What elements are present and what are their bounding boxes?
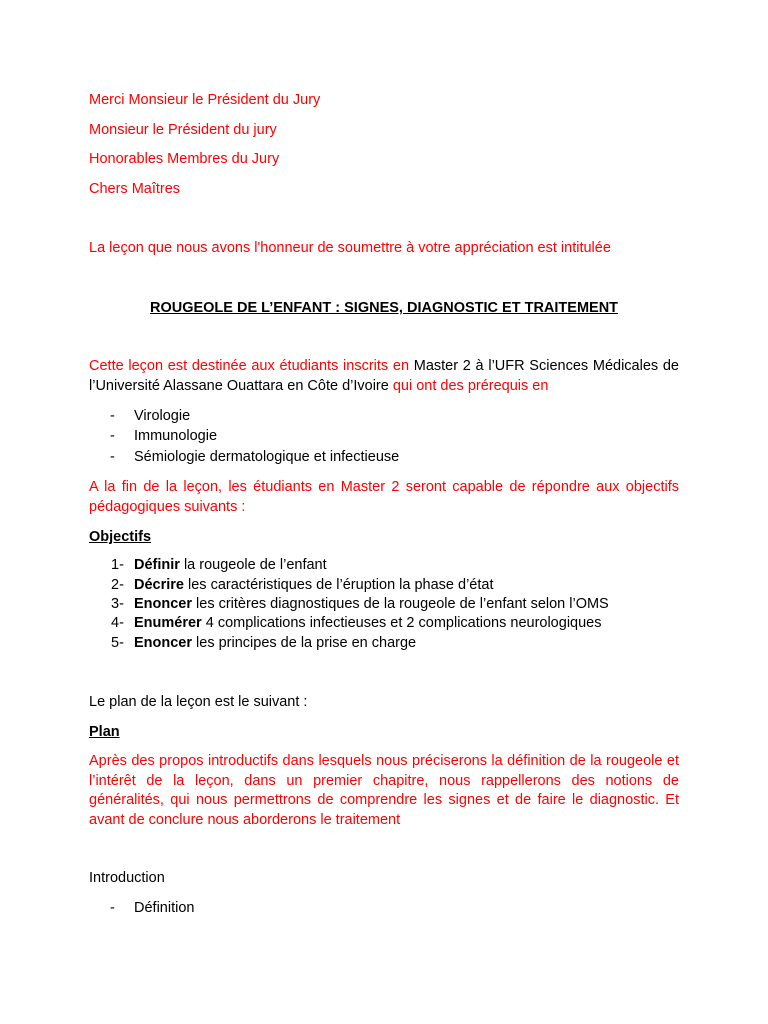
objective-item: [111, 595, 609, 614]
prerequisite-text: Virologie: [134, 408, 191, 424]
plan-intro: Le plan de la leçon est le suivant :: [89, 694, 308, 710]
objective-text: les caractéristiques de l’éruption la phase d’état: [183, 577, 494, 593]
prerequisite-text: Sémiologie dermatologique et infectieuse: [134, 449, 400, 465]
prerequisite-text: Immunologie: [134, 428, 218, 444]
objective-text: la rougeole de l’enfant: [179, 557, 327, 573]
greeting-line: Monsieur le Président du jury: [89, 122, 277, 138]
list-dash: -: [110, 900, 115, 916]
objective-text: les principes de la prise en charge: [192, 635, 417, 651]
objective-verb: Enoncer: [134, 635, 193, 651]
greeting-line: Merci Monsieur le Président du Jury: [89, 92, 321, 108]
list-dash: -: [110, 408, 115, 424]
plan-heading: Plan: [89, 724, 120, 740]
audience-part2: Master 2 à l’UFR Sciences Médicales de l’Université Alassane Ouattara en Côte d’Ivoire: [89, 358, 679, 394]
objective-verb: Définir: [134, 557, 180, 573]
prerequisite-item: [110, 427, 217, 446]
audience-part3: qui ont des prérequis en: [388, 377, 549, 394]
introduction-item: [110, 899, 194, 918]
objective-number: 3-: [111, 596, 124, 612]
objective-item: [111, 614, 601, 633]
objective-text: les critères diagnostiques de la rougeole de l’enfant selon l’OMS: [192, 596, 609, 612]
objective-number: 2-: [111, 577, 124, 593]
objective-text: 4 complications infectieuses et 2 complications neurologiques: [201, 615, 602, 631]
list-dash: -: [110, 428, 115, 444]
introduction-item-text: Définition: [134, 900, 195, 916]
introduction-heading: Introduction: [89, 870, 165, 886]
prerequisite-item: [110, 407, 190, 426]
plan-paragraph: Après des propos introductifs dans lesquels nous préciserons la définition de la rougeole et l’intérêt de la leçon, dans un premier chapitre, nous rappellerons des notions de généralités, qui nous permettrons de comprendre les signes et de faire le diagnostic. Et avant de conclure nous aborderons le traitement: [89, 753, 679, 828]
objective-number: 4-: [111, 615, 124, 631]
objective-verb: Enoncer: [134, 596, 193, 612]
prerequisite-item: [110, 448, 399, 467]
objective-item: [111, 556, 327, 575]
objectives-heading: Objectifs: [89, 529, 152, 545]
audience-paragraph: [89, 357, 679, 396]
greeting-line: Chers Maîtres: [89, 181, 181, 197]
list-dash: -: [110, 449, 115, 465]
objectives-intro: A la fin de la leçon, les étudiants en Master 2 seront capable de répondre aux objectifs pédagogiques suivants :: [89, 479, 679, 515]
objective-number: 1-: [111, 557, 124, 573]
audience-part1: Cette leçon est destinée aux étudiants inscrits en: [89, 358, 414, 374]
objective-item: [111, 576, 494, 595]
lesson-intro: La leçon que nous avons l'honneur de soumettre à votre appréciation est intitulée: [89, 240, 611, 256]
objective-number: 5-: [111, 635, 124, 651]
objective-verb: Décrire: [134, 577, 184, 593]
objective-item: [111, 634, 416, 653]
greeting-line: Honorables Membres du Jury: [89, 151, 280, 167]
lesson-title: ROUGEOLE DE L’ENFANT : SIGNES, DIAGNOSTIC ET TRAITEMENT: [149, 300, 619, 316]
objective-verb: Enumérer: [134, 615, 202, 631]
